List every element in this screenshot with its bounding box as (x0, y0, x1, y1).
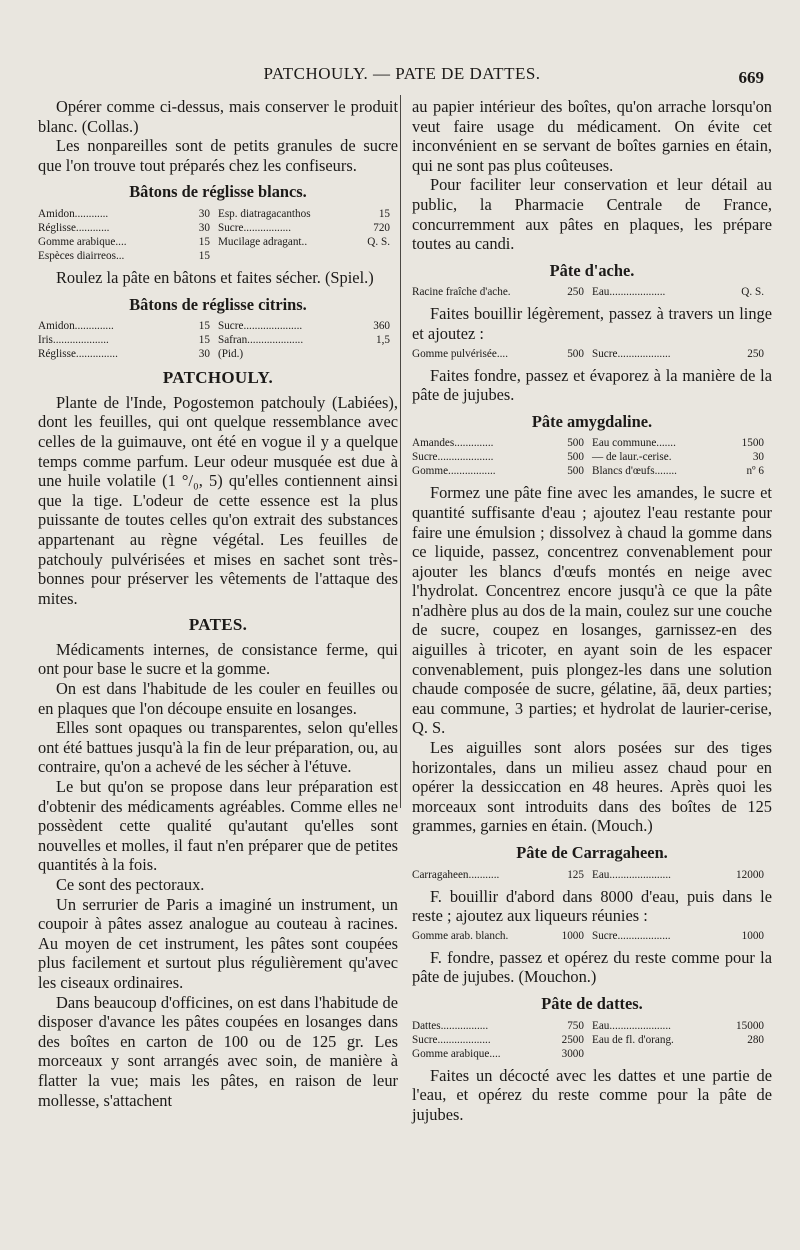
ingredient-name: Carragaheen........... (412, 868, 500, 881)
ingredient-quantity: 30 (198, 348, 210, 361)
ingredient-name: Eau.................... (591, 286, 666, 299)
ingredient-name: (Pid.) (217, 348, 244, 361)
paragraph: Les aiguilles sont alors posées sur des tiges horizontales, dans un milieu assez chaud pour en opérer la dessiccation en 48 heures. Après quoi les morceaux sont introduits dans des boîtes de 125 grammes, garnies en étain. (Mouch.) (412, 738, 772, 836)
ingredient-row (412, 868, 772, 882)
ingredient-quantity (348, 249, 398, 263)
ingredient-quantity: 3000 (561, 1047, 584, 1060)
ingredient-quantity: 12000 (736, 868, 764, 881)
running-head (40, 60, 764, 86)
ingredient-table (412, 347, 772, 361)
paragraph: Faites fondre, passez et évaporez à la manière de la pâte de jujubes. (412, 365, 772, 405)
ingredient-quantity: 250 (747, 347, 764, 360)
paragraph: Formez une pâte fine avec les amandes, le sucre et quantité suffisante d'eau ; ajoutez l'eau restante pour faire une émulsion ; dissolvez à chaud la gomme dans ce liquide, passez, concentrez convenablement pour ajouter les blancs d'œufs montés en neige avec l'hydrolat. Concentrez encore jusqu'à ce que la pâte n'adhère plus au dos de la main, coulez sur une couche de sucre, coupez en losanges, garnissez-en des aiguilles à tricoter, en ayant soin de les espacer convenablement, puis plongez-les dans une solution chaude composée de sucre, gélatine, āā, deux parties; eau commune, 3 parties; et hydrolat de laurier-cerise, Q. S. (412, 483, 772, 738)
paragraph: Elles sont opaques ou transparentes, selon qu'elles ont été battues jusqu'à la fin de leur préparation, ou, au contraire, qu'on a achevé de les sécher à l'étuve. (38, 718, 398, 777)
paragraph: Plante de l'Inde, Pogostemon patchouly (Labiées), dont les feuilles, qui ont quelque ressemblance avec celles de la guimauve, ont été en vogue il y a quelque temps comme parfum. Leur odeur musquée est due à une huile volatile (1 °/₀, 5) qu'elles contiennent ainsi que la tige. L'odeur de cette essence est la plus puissante de toutes celles qu'on extrait des substances appartenant au règne végétal. Les feuilles de patchouly pulvérisées et mises en sachet sont très-bonnes pour préserver les vêtements de l'attaque des mites. (38, 392, 398, 608)
ingredient-row (412, 1047, 772, 1061)
paragraph: au papier intérieur des boîtes, qu'on arrache lorsqu'on veut faire usage du médicament. On évite cet inconvénient en se servant de boîtes garnies en étain, qui ne sont pas plus coûteuses. (412, 97, 772, 175)
ingredient-name: Gomme arabique.... (412, 1047, 501, 1060)
ingredient-table (412, 285, 772, 299)
left-column (38, 97, 398, 1110)
ingredient-name: Blancs d'œufs........ (591, 465, 677, 478)
ingredient-row (38, 319, 398, 333)
ingredient-quantity: 250 (567, 286, 584, 299)
ingredient-quantity: 15000 (736, 1019, 764, 1032)
paragraph: Ce sont des pectoraux. (56, 875, 205, 894)
ingredient-table (412, 868, 772, 882)
ingredient-row (38, 333, 398, 347)
ingredient-quantity: 125 (567, 868, 584, 881)
ingredient-name: Amidon.............. (38, 320, 114, 333)
ingredient-row (412, 464, 772, 478)
ingredient-quantity: 30 (198, 207, 210, 220)
ingredient-quantity: 15 (198, 334, 210, 347)
ingredient-table (38, 319, 398, 361)
ingredient-name: Amandes.............. (412, 437, 494, 450)
paragraph: Faites un décocté avec les dattes et une partie de l'eau, et opérez du reste comme pour la pâte de jujubes. (412, 1065, 772, 1124)
ingredient-table (412, 436, 772, 478)
ingredient-quantity: 2500 (561, 1033, 584, 1046)
ingredient-table (412, 1019, 772, 1061)
ingredient-name: Gomme pulvérisée.... (412, 347, 509, 360)
ingredient-quantity: 1000 (741, 929, 764, 942)
ingredient-quantity: 15 (198, 235, 210, 248)
ingredient-quantity: 15 (198, 249, 210, 262)
paragraph: Roulez la pâte en bâtons et faites sécher. (Spiel.) (56, 267, 374, 287)
ingredient-name: Eau...................... (591, 1019, 671, 1032)
ingredient-name: Eau...................... (591, 868, 671, 881)
running-title: PATCHOULY. — PATE DE DATTES. (263, 64, 541, 83)
recipe-heading: Bâtons de réglisse blancs. (129, 182, 307, 202)
ingredient-quantity: 15 (378, 207, 390, 220)
ingredient-name (218, 249, 348, 263)
ingredient-row (412, 450, 772, 464)
ingredient-quantity: 30 (752, 451, 764, 464)
recipe-heading: Bâtons de réglisse citrins. (129, 294, 307, 314)
ingredient-row (38, 249, 398, 263)
ingredient-quantity (348, 347, 398, 361)
ingredient-row (412, 929, 772, 943)
ingredient-quantity (722, 1047, 772, 1061)
ingredient-name: Esp. diatragacanthos (217, 207, 311, 220)
ingredient-name: Sucre................. (217, 221, 292, 234)
ingredient-quantity: 500 (567, 451, 584, 464)
page-number: 669 (738, 68, 764, 87)
ingredient-name: Gomme................. (412, 465, 496, 478)
ingredient-row (412, 436, 772, 450)
ingredient-name: Sucre..................... (217, 320, 303, 333)
ingredient-quantity: 500 (567, 437, 584, 450)
ingredient-name: — de laur.-cerise. (591, 451, 672, 464)
paragraph: Le but qu'on se propose dans leur préparation est d'obtenir des médicaments agréables. Comme elles ne possèdent cette qualité qu'autant qu'elles sont nouvelles et molles, il faut n'en préparer que de petites quantités à la fois. (38, 777, 398, 875)
ingredient-row (412, 1019, 772, 1033)
ingredient-name: Gomme arab. blanch. (412, 929, 509, 942)
ingredient-quantity: 280 (747, 1033, 764, 1046)
ingredient-row (412, 285, 772, 299)
ingredient-quantity: Q. S. (741, 286, 764, 299)
ingredient-name: Safran.................... (217, 334, 304, 347)
ingredient-quantity: 30 (198, 221, 210, 234)
ingredient-quantity: Q. S. (367, 235, 390, 248)
ingredient-name: Mucilage adragant.. (217, 235, 308, 248)
recipe-heading: Pâte d'ache. (549, 260, 635, 280)
paragraph: Opérer comme ci-dessus, mais conserver le produit blanc. (Collas.) (38, 97, 398, 136)
ingredient-name: Espèces diairreos... (38, 249, 125, 262)
column-divider (400, 95, 401, 808)
ingredient-quantity: 500 (567, 465, 584, 478)
ingredient-row (38, 207, 398, 221)
paragraph: Faites bouillir légèrement, passez à travers un linge et ajoutez : (412, 304, 772, 343)
ingredient-row (38, 347, 398, 361)
recipe-heading: Pâte de Carragaheen. (516, 843, 668, 862)
recipe-heading: Pâte de dattes. (541, 993, 643, 1013)
ingredient-name: Sucre................... (412, 1033, 491, 1046)
ingredient-table (412, 929, 772, 943)
ingredient-name: Sucre.................... (412, 451, 494, 464)
ingredient-quantity: 720 (373, 221, 390, 234)
ingredient-quantity: 500 (567, 347, 584, 360)
ingredient-name: Dattes................. (412, 1019, 489, 1032)
section-heading: PATES. (188, 615, 248, 635)
ingredient-name: Eau commune....... (591, 437, 676, 450)
ingredient-quantity: 15 (198, 320, 210, 333)
ingredient-name: Réglisse............ (38, 221, 110, 234)
paragraph: Médicaments internes, de consistance ferme, qui ont pour base le sucre et la gomme. (38, 639, 398, 679)
ingredient-row (38, 221, 398, 235)
recipe-heading: Pâte amygdaline. (531, 411, 653, 431)
ingredient-name (592, 1047, 722, 1061)
ingredient-quantity: 360 (373, 320, 390, 333)
paragraph: On est dans l'habitude de les couler en feuilles ou en plaques que l'on découpe ensuite en losanges. (38, 679, 398, 718)
ingredient-row (412, 1033, 772, 1047)
ingredient-table (38, 207, 398, 263)
paragraph: Dans beaucoup d'officines, on est dans l'habitude de disposer d'avance les pâtes coupées en losanges dans des boîtes en carton de 100 ou de 125 gr. Les morceaux y sont arrangés avec soin, de manière à flatter la vue; mais les pâtes, en raison de leur mollesse, s'attachent (38, 992, 398, 1110)
ingredient-quantity: 1500 (741, 437, 764, 450)
ingredient-name: Amidon............ (38, 207, 109, 220)
ingredient-name: Racine fraîche d'ache. (412, 286, 511, 299)
ingredient-name: Réglisse............... (38, 348, 118, 361)
paragraph: Un serrurier de Paris a imaginé un instrument, un coupoir à pâtes assez analogue au couteau à racines. Au moyen de cet instrument, les pâtes sont coupées plus facilement et surtout plus régulièrement qu'avec les ciseaux ordinaires. (38, 894, 398, 992)
ingredient-name: Sucre................... (591, 929, 671, 942)
ingredient-name: Eau de fl. d'orang. (591, 1033, 674, 1046)
paragraph: Pour faciliter leur conservation et leur détail au public, la Pharmacie Centrale de France, concurremment aux pâtes en plaques, les prépare toutes au candi. (412, 175, 772, 254)
paragraph: F. bouillir d'abord dans 8000 d'eau, puis dans le reste ; ajoutez aux liqueurs réunies : (412, 886, 772, 926)
ingredient-quantity: 750 (567, 1019, 584, 1032)
ingredient-row (412, 347, 772, 361)
ingredient-name: Sucre................... (591, 347, 671, 360)
ingredient-row (38, 235, 398, 249)
paragraph: F. fondre, passez et opérez du reste comme pour la pâte de jujubes. (Mouchon.) (412, 947, 772, 987)
right-column (412, 97, 772, 1124)
section-heading: PATCHOULY. (162, 368, 274, 388)
ingredient-quantity: 1000 (561, 929, 584, 942)
ingredient-quantity: 1,5 (376, 334, 390, 347)
ingredient-name: Gomme arabique.... (38, 235, 127, 248)
paragraph: Les nonpareilles sont de petits granules de sucre que l'on trouve tout préparés chez les confiseurs. (38, 136, 398, 175)
ingredient-quantity: nº 6 (746, 465, 764, 478)
ingredient-name: Iris.................... (38, 334, 109, 347)
